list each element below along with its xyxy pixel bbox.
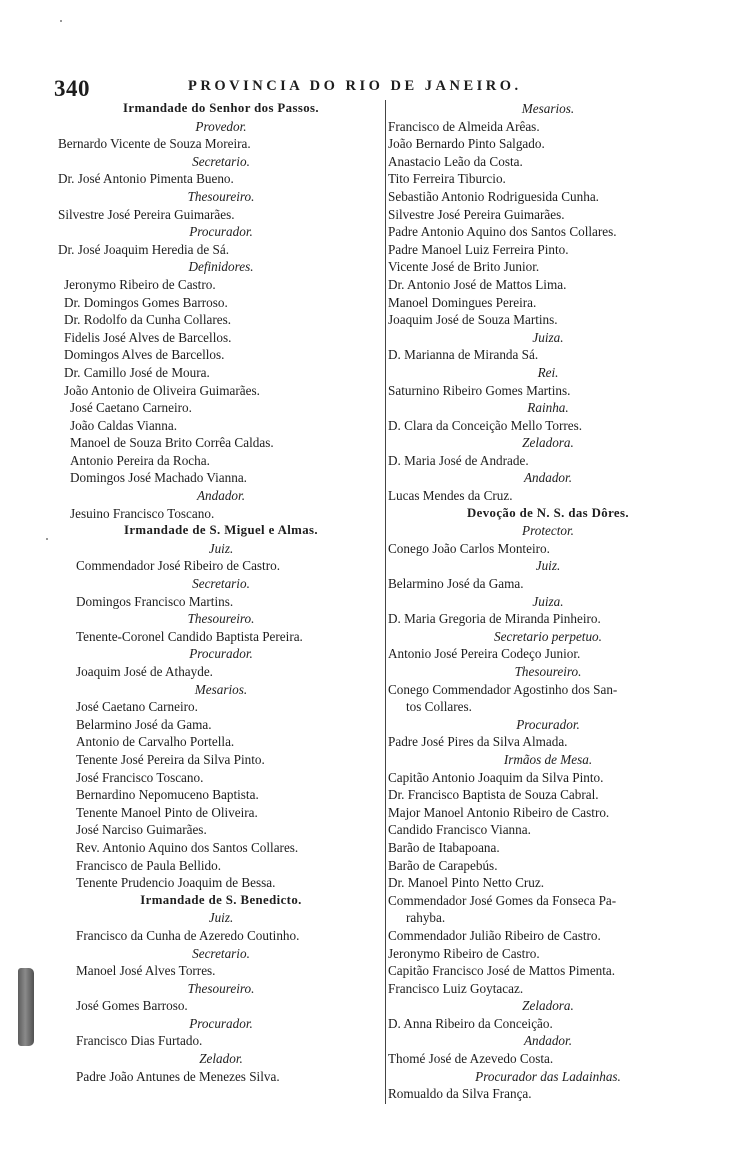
- name-entry: José Caetano Carneiro.: [76, 699, 198, 715]
- name-entry: Dr. Francisco Baptista de Souza Cabral.: [388, 787, 599, 803]
- name-entry: Domingos Alves de Barcellos.: [64, 347, 225, 363]
- name-entry: Anastacio Leão da Costa.: [388, 153, 523, 169]
- office-title: Thesoureiro.: [187, 611, 255, 627]
- name-entry: Antonio José Pereira Codeço Junior.: [388, 646, 581, 662]
- name-entry: Silvestre José Pereira Guimarães.: [388, 206, 565, 222]
- office-title: Protector.: [522, 523, 574, 539]
- name-entry: Capitão Francisco José de Mattos Pimenta.: [388, 963, 616, 979]
- name-entry: João Caldas Vianna.: [70, 417, 178, 433]
- name-entry-continuation: rahyba.: [406, 910, 446, 926]
- page-number: 340: [54, 76, 90, 101]
- right-column: [388, 100, 708, 1103]
- name-entry: Padre José Pires da Silva Almada.: [388, 734, 568, 750]
- name-entry: Padre Manoel Luiz Ferreira Pinto.: [388, 241, 569, 257]
- office-title: Mesarios.: [521, 101, 575, 116]
- name-entry: Silvestre José Pereira Guimarães.: [58, 206, 235, 222]
- name-entry: Major Manoel Antonio Ribeiro de Castro.: [388, 804, 610, 820]
- office-title: Zelador.: [199, 1051, 243, 1067]
- name-entry: Commendador José Gomes da Fonseca Pa-: [388, 892, 617, 908]
- name-entry: Dr. Domingos Gomes Barroso.: [64, 294, 228, 310]
- name-entry: D. Maria Gregoria de Miranda Pinheiro.: [388, 611, 601, 627]
- office-title: Thesoureiro.: [514, 664, 582, 679]
- office-title: Juiza.: [532, 329, 564, 345]
- office-title: Juiza.: [532, 593, 564, 609]
- name-entry: Francisco de Paula Bellido.: [76, 857, 222, 873]
- office-title: Andador.: [197, 488, 245, 504]
- name-entry: Francisco de Almeida Arêas.: [388, 118, 540, 134]
- name-entry: Manoel José Alves Torres.: [76, 963, 216, 979]
- name-entry: Dr. Manoel Pinto Netto Cruz.: [388, 875, 545, 891]
- name-entry: Francisco Luiz Goytacaz.: [388, 980, 524, 996]
- binding-stain-mark: [18, 968, 34, 1046]
- office-title: Procurador.: [189, 646, 253, 662]
- name-entry: Manoel Domingues Pereira.: [388, 294, 537, 310]
- office-title: Thesoureiro.: [187, 980, 255, 996]
- office-title: Procurador.: [516, 716, 580, 732]
- office-title: Definidores.: [188, 259, 254, 275]
- name-entry: Antonio de Carvalho Portella.: [76, 734, 235, 750]
- name-entry: Jeronymo Ribeiro de Castro.: [388, 945, 540, 961]
- section-heading: Irmandade de S. Miguel e Almas.: [123, 523, 319, 538]
- name-entry: Thomé José de Azevedo Costa.: [388, 1051, 554, 1067]
- name-entry: Dr. José Antonio Pimenta Bueno.: [58, 171, 234, 187]
- name-entry: Dr. José Joaquim Heredia de Sá.: [58, 241, 230, 257]
- name-entry: Manoel de Souza Brito Corrêa Caldas.: [70, 435, 274, 451]
- office-title: Rainha.: [527, 400, 569, 416]
- name-entry: Barão de Itabapoana.: [388, 839, 500, 855]
- office-title: Mesarios.: [194, 681, 248, 697]
- office-title: Irmãos de Mesa.: [503, 751, 593, 767]
- office-title: Provedor.: [195, 118, 247, 134]
- name-entry: D. Maria José de Andrade.: [388, 452, 529, 468]
- office-title: Juiz.: [208, 540, 234, 556]
- office-title: Thesoureiro.: [187, 188, 255, 204]
- office-title: Procurador das Ladainhas.: [475, 1068, 621, 1084]
- office-title: Procurador.: [189, 1015, 253, 1031]
- name-entry: Belarmino José da Gama.: [388, 576, 524, 592]
- name-entry: Tenente Manoel Pinto de Oliveira.: [76, 804, 258, 820]
- name-entry: Domingos Francisco Martins.: [76, 593, 234, 609]
- office-title: Juiz.: [535, 558, 561, 574]
- office-title: Rei.: [537, 364, 559, 380]
- name-entry: Dr. Rodolfo da Cunha Collares.: [64, 312, 232, 328]
- name-entry: Tenente José Pereira da Silva Pinto.: [76, 751, 265, 767]
- office-title: Secretario.: [192, 576, 250, 592]
- left-column: [58, 100, 384, 1085]
- name-entry: José Narciso Guimarães.: [76, 822, 207, 838]
- name-entry: Conego João Carlos Monteiro.: [388, 540, 550, 556]
- section-heading: Devoção de N. S. das Dôres.: [467, 505, 629, 520]
- page-speck: [60, 20, 62, 22]
- office-title: Secretario perpetuo.: [494, 628, 602, 644]
- name-entry: Barão de Carapebús.: [388, 857, 498, 873]
- office-title: Zeladora.: [522, 435, 574, 451]
- name-entry: Dr. Antonio José de Mattos Lima.: [388, 276, 567, 292]
- name-entry: Bernardino Nepomuceno Baptista.: [76, 787, 259, 803]
- name-entry: D. Marianna de Miranda Sá.: [388, 347, 539, 363]
- name-entry: Domingos José Machado Vianna.: [70, 470, 247, 486]
- name-entry: Capitão Antonio Joaquim da Silva Pinto.: [388, 769, 604, 785]
- name-entry: Belarmino José da Gama.: [76, 716, 212, 732]
- name-entry: Fidelis José Alves de Barcellos.: [64, 329, 232, 345]
- name-entry: Jesuino Francisco Toscano.: [70, 505, 215, 521]
- name-entry: João Antonio de Oliveira Guimarães.: [64, 382, 260, 398]
- name-entry: José Gomes Barroso.: [76, 998, 188, 1014]
- name-entry: Saturnino Ribeiro Gomes Martins.: [388, 382, 571, 398]
- name-entry-continuation: tos Collares.: [406, 699, 472, 715]
- name-entry: Antonio Pereira da Rocha.: [70, 452, 210, 468]
- office-title: Juiz.: [208, 910, 234, 926]
- running-title: PROVINCIA DO RIO DE JANEIRO.: [188, 78, 522, 94]
- name-entry: Tenente-Coronel Candido Baptista Pereira.: [76, 628, 303, 644]
- name-entry: Padre Antonio Aquino dos Santos Collares.: [388, 224, 617, 240]
- section-heading: Irmandade de S. Benedicto.: [140, 892, 302, 907]
- name-entry: Francisco da Cunha de Azeredo Coutinho.: [76, 927, 300, 943]
- name-entry: Commendador José Ribeiro de Castro.: [76, 558, 281, 574]
- name-entry: João Bernardo Pinto Salgado.: [388, 136, 545, 152]
- name-entry: Dr. Camillo José de Moura.: [64, 364, 210, 380]
- name-entry: Joaquim José de Souza Martins.: [388, 312, 558, 328]
- office-title: Zeladora.: [522, 998, 574, 1014]
- name-entry: Joaquim José de Athayde.: [76, 664, 213, 679]
- name-entry: Rev. Antonio Aquino dos Santos Collares.: [76, 839, 299, 855]
- name-entry: Commendador Julião Ribeiro de Castro.: [388, 927, 601, 943]
- office-title: Procurador.: [189, 224, 253, 240]
- name-entry: Jeronymo Ribeiro de Castro.: [64, 276, 216, 292]
- office-title: Secretario.: [192, 945, 250, 961]
- office-title: Andador.: [524, 470, 572, 486]
- name-entry: Conego Commendador Agostinho dos San-: [388, 681, 618, 697]
- name-entry: Tenente Prudencio Joaquim de Bessa.: [76, 875, 276, 891]
- name-entry: Bernardo Vicente de Souza Moreira.: [58, 136, 251, 152]
- name-entry: D. Anna Ribeiro da Conceição.: [388, 1015, 553, 1031]
- name-entry: Tito Ferreira Tiburcio.: [388, 171, 506, 187]
- name-entry: José Caetano Carneiro.: [70, 400, 192, 416]
- name-entry: D. Clara da Conceição Mello Torres.: [388, 417, 583, 433]
- office-title: Secretario.: [192, 153, 250, 169]
- name-entry: José Francisco Toscano.: [76, 769, 204, 785]
- name-entry: Candido Francisco Vianna.: [388, 822, 531, 838]
- column-rule: [385, 100, 386, 1104]
- name-entry: Francisco Dias Furtado.: [76, 1033, 203, 1049]
- section-heading: Irmandade do Senhor dos Passos.: [123, 101, 319, 115]
- page-speck: [46, 538, 48, 540]
- name-entry: Lucas Mendes da Cruz.: [388, 488, 513, 504]
- name-entry: Romualdo da Silva França.: [388, 1086, 532, 1102]
- office-title: Andador.: [524, 1033, 572, 1049]
- name-entry: Sebastião Antonio Rodriguesida Cunha.: [388, 188, 599, 204]
- name-entry: Vicente José de Brito Junior.: [388, 259, 540, 275]
- name-entry: Padre João Antunes de Menezes Silva.: [76, 1068, 280, 1084]
